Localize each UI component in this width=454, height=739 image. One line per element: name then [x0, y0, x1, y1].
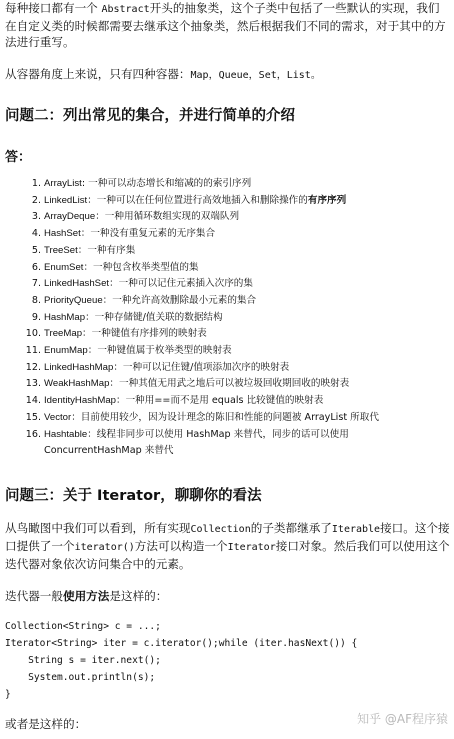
list-item: 9. HashMap：一种存储键/值关联的数据结构 [31, 311, 223, 323]
list-item: 6. EnumSet：一种包含枚举类型值的集 [31, 261, 199, 273]
containers-paragraph [5, 66, 321, 84]
iterator-paragraph: 从鸟瞰图中我们可以看到，所有实现Collection的子类都继承了Iterable接口。这个接口提供了一个iterator()方法可以构造一个Iterator接口对象。然后我们可以使用这个迭代器对象依次访问集合中的元素。 [5, 521, 450, 571]
list-item: 14. IdentityHashMap：一种用==而不是用 equals 比较键值的映射表 [25, 395, 324, 407]
code-line: String s = iter.next(); [5, 655, 161, 666]
or-like-this: 或者是这样的： [5, 717, 87, 731]
intro-text-2: 开头的抽象类，这个子类中包括了一些默认的实现，我们在自定义类的时候都需要去继承这个抽象类，然后根据我们不同的需求，对于其中的方法进行重写。 [5, 1, 446, 49]
list-item: 7. LinkedHashSet：一种可以记住元素插入次序的集 [31, 278, 253, 290]
list-item: 3. ArrayDeque：一种用循环数组实现的双端队列 [31, 211, 240, 223]
abstract-keyword: Abstract [101, 4, 150, 15]
intro-paragraph [5, 0, 451, 50]
list-item: 13. WeakHashMap：一种其值无用武之地后可以被垃圾回收期回收的映射表 [25, 378, 350, 390]
question2-heading: 问题二：列出常见的集合，并进行简单的介绍 [5, 108, 295, 124]
list-item: 15. Vector：目前使用较少，因为设计理念的陈旧和性能的问题被 ArrayList 所取代 [25, 411, 379, 423]
answer-label: 答： [5, 150, 32, 165]
list-item: 8. PriorityQueue：一种允许高效删除最小元素的集合 [31, 294, 257, 306]
collections-list [5, 176, 451, 460]
list-item: 16. Hashtable：线程非同步可以使用 HashMap 来替代，同步的话可以使用 ConcurrentHashMap 来替代 [25, 428, 349, 457]
intro-text-1: 每种接口都有一个 [5, 1, 98, 15]
code-line: System.out.println(s); [5, 672, 156, 683]
code-line: } [5, 689, 11, 700]
list-item: 11. EnumMap：一种键值属于枚举类型的映射表 [25, 345, 232, 357]
code-block [5, 618, 357, 703]
watermark: 知乎 @AF程序猿 [357, 712, 448, 726]
code-line: Collection<String> c = ...; [5, 621, 161, 632]
containers-text: 从容器角度上来说，只有四种容器： [5, 67, 191, 81]
list-item: 1. ArrayList: 一种可以动态增长和缩减的的索引序列 [31, 178, 252, 189]
code-line: Iterator<String> iter = c.iterator();while (iter.hasNext()) { [5, 638, 358, 649]
usage-line: 迭代器一般使用方法是这样的： [5, 589, 168, 603]
list-item: 5. TreeSet：一种有序集 [31, 244, 136, 256]
list-item: 2. LinkedList：一种可以在任何位置进行高效地插入和删除操作的有序序列 [31, 194, 347, 206]
containers-list: Map，Queue，Set，List。 [190, 70, 321, 81]
list-item: 10. TreeMap：一种键值有序排列的映射表 [25, 328, 207, 340]
list-item: 12. LinkedHashMap：一种可以记住键/值项添加次序的映射表 [25, 361, 290, 373]
question3-heading: 问题三：关于 Iterator，聊聊你的看法 [5, 488, 262, 504]
list-item: 4. HashSet：一种没有重复元素的无序集合 [31, 228, 216, 240]
